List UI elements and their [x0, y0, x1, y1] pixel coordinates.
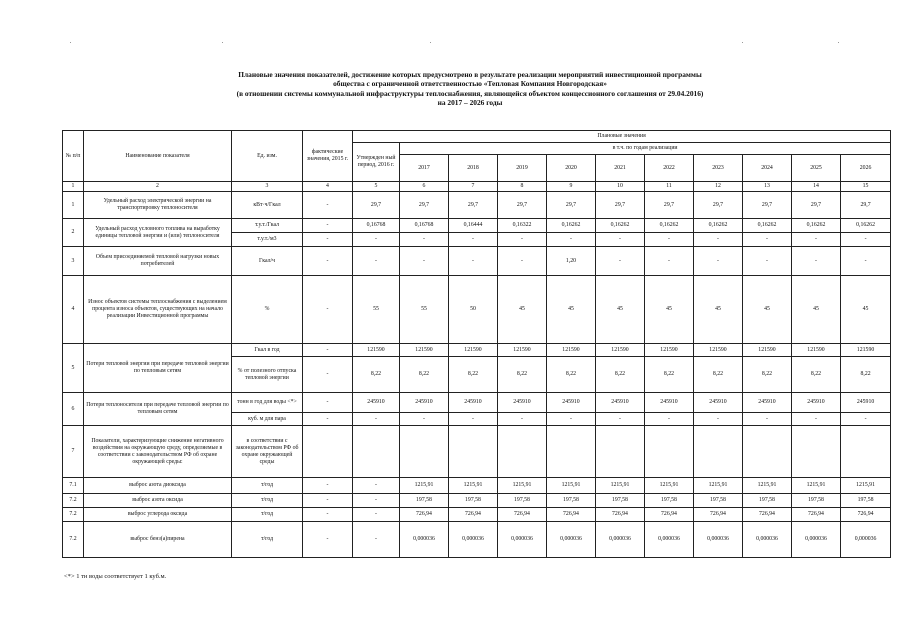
value-cell: - [743, 413, 792, 426]
row-fact: - [303, 192, 353, 219]
value-cell: - [400, 413, 449, 426]
table-row [63, 344, 891, 357]
value-cell: 29,7 [645, 192, 694, 219]
value-cell: 8,22 [841, 357, 891, 393]
value-cell: - [841, 413, 891, 426]
value-cell: - [841, 233, 891, 247]
header-fact: фактические значения, 2015 г. [303, 131, 353, 182]
value-cell: 0,16262 [841, 219, 891, 233]
value-cell: - [498, 413, 547, 426]
value-cell: - [645, 233, 694, 247]
value-cell: 0,000036 [743, 522, 792, 558]
value-cell: 197,58 [792, 494, 841, 508]
row-unit: т.у.т./Гкал [232, 219, 303, 233]
header-row-1 [63, 131, 891, 143]
colnum-cell: 9 [547, 182, 596, 192]
value-cell: 1215,91 [792, 478, 841, 494]
indicators-table [62, 130, 891, 558]
value-cell: 121590 [547, 344, 596, 357]
row-name: Удельный расход условного топлива на выработку единицы тепловой энергии и (или) теплоносителя [84, 219, 232, 247]
colnum-cell: 8 [498, 182, 547, 192]
value-cell: 245910 [596, 393, 645, 413]
value-cell: - [841, 247, 891, 276]
value-cell: - [449, 233, 498, 247]
value-cell: - [596, 413, 645, 426]
year-cell: 2024 [743, 155, 792, 182]
row-fact: - [303, 393, 353, 413]
year-cell: 2023 [694, 155, 743, 182]
value-cell: - [353, 522, 400, 558]
value-cell: 1215,91 [645, 478, 694, 494]
value-cell: 8,22 [792, 357, 841, 393]
value-cell: 197,58 [400, 494, 449, 508]
value-cell: 245910 [449, 393, 498, 413]
value-cell: 29,7 [694, 192, 743, 219]
value-cell: 0,000036 [449, 522, 498, 558]
header-num: № п/п [63, 131, 84, 182]
row-name: Показатели, характеризующие снижение негативного воздействия на окружающую среду, определяемые в соответствии с законодательством РФ об охране окружающей среды: [84, 426, 232, 478]
value-cell: 197,58 [841, 494, 891, 508]
value-cell: 45 [547, 276, 596, 344]
value-cell: 197,58 [498, 494, 547, 508]
value-cell: 1215,91 [743, 478, 792, 494]
value-cell: - [449, 413, 498, 426]
value-cell: 1215,91 [596, 478, 645, 494]
value-cell: 8,22 [547, 357, 596, 393]
value-cell: - [792, 233, 841, 247]
row-unit: тонн в год для воды <*> [232, 393, 303, 413]
table-row [63, 494, 891, 508]
value-cell: 55 [353, 276, 400, 344]
table-row [63, 508, 891, 522]
title-line-4: на 2017 – 2026 годы [437, 98, 503, 108]
colnum-cell: 2 [84, 182, 232, 192]
value-cell: 726,94 [743, 508, 792, 522]
value-cell: - [645, 413, 694, 426]
value-cell: 1,20 [547, 247, 596, 276]
colnum-cell: 1 [63, 182, 84, 192]
row-fact: - [303, 344, 353, 357]
value-cell: 29,7 [400, 192, 449, 219]
document-title [150, 70, 790, 108]
table-row [63, 426, 891, 478]
value-cell: 245910 [645, 393, 694, 413]
table-row [63, 276, 891, 344]
value-cell: 245910 [353, 393, 400, 413]
colnum-cell: 15 [841, 182, 891, 192]
value-cell: 0,000036 [645, 522, 694, 558]
value-cell: 121590 [596, 344, 645, 357]
value-cell: 29,7 [449, 192, 498, 219]
value-cell: 0,16262 [694, 219, 743, 233]
row-fact: - [303, 508, 353, 522]
value-cell: 245910 [694, 393, 743, 413]
title-line-2: общества с ограниченной ответственностью «Тепловая Компания Новгородская» [333, 79, 607, 89]
value-cell: 45 [792, 276, 841, 344]
value-cell: 121590 [449, 344, 498, 357]
row-unit: т/год [232, 508, 303, 522]
title-line-1: Плановые значения показателей, достижение которых предусмотрено в результате реализации мероприятий инвестиционной программы [238, 70, 702, 79]
value-cell: 245910 [547, 393, 596, 413]
row-unit: т.у.т./м3 [232, 233, 303, 247]
value-cell: 121590 [743, 344, 792, 357]
value-cell: 197,58 [694, 494, 743, 508]
value-cell: 29,7 [792, 192, 841, 219]
row-unit: % от полезного отпуска тепловой энергии [232, 357, 303, 393]
value-cell: 1215,91 [547, 478, 596, 494]
year-cell: 2019 [498, 155, 547, 182]
value-cell: - [792, 247, 841, 276]
colnum-cell: 6 [400, 182, 449, 192]
value-cell: 0,16262 [792, 219, 841, 233]
value-cell: 121590 [841, 344, 891, 357]
value-cell: 8,22 [400, 357, 449, 393]
row-num: 7.2 [63, 494, 84, 508]
row-fact: - [303, 357, 353, 393]
row-name: Удельный расход электрической энергии на транспортировку теплоносителя [84, 192, 232, 219]
value-cell: - [645, 247, 694, 276]
value-cell: 0,000036 [400, 522, 449, 558]
value-cell: 0,16768 [400, 219, 449, 233]
value-cell: - [694, 413, 743, 426]
value-cell: 0,16444 [449, 219, 498, 233]
row-num: 2 [63, 219, 84, 247]
colnum-cell: 5 [353, 182, 400, 192]
value-cell: 121590 [694, 344, 743, 357]
year-cell: 2026 [841, 155, 891, 182]
value-cell: - [400, 233, 449, 247]
year-cell: 2021 [596, 155, 645, 182]
value-cell: 0,16262 [743, 219, 792, 233]
value-cell: 726,94 [547, 508, 596, 522]
table-row [63, 393, 891, 413]
value-cell: 50 [449, 276, 498, 344]
value-cell: 45 [498, 276, 547, 344]
row-name: выброс бенз(а)пирена [84, 522, 232, 558]
value-cell: 8,22 [449, 357, 498, 393]
value-cell: 245910 [841, 393, 891, 413]
row-num: 7.2 [63, 508, 84, 522]
row-fact: - [303, 478, 353, 494]
value-cell: 121590 [645, 344, 694, 357]
year-cell: 2018 [449, 155, 498, 182]
row-num: 7.2 [63, 522, 84, 558]
value-cell: 45 [645, 276, 694, 344]
value-cell: 55 [400, 276, 449, 344]
header-approved: Утвержден ный период, 2016 г. [353, 143, 400, 182]
colnum-cell: 13 [743, 182, 792, 192]
value-cell: 45 [694, 276, 743, 344]
value-cell: 45 [596, 276, 645, 344]
title-line-3: (в отношении системы коммунальной инфраструктуры теплоснабжения, являющейся объектом концессионного соглашения от 29.04.2016) [236, 88, 704, 98]
value-cell: 121590 [792, 344, 841, 357]
value-cell: 29,7 [841, 192, 891, 219]
colnum-cell: 11 [645, 182, 694, 192]
value-cell: 245910 [498, 393, 547, 413]
row-num: 1 [63, 192, 84, 219]
column-numbers-row [63, 182, 891, 192]
header-planned: Плановые значения [353, 131, 891, 143]
row-fact: - [303, 219, 353, 233]
row-fact: - [303, 276, 353, 344]
value-cell: 726,94 [792, 508, 841, 522]
value-cell: - [400, 247, 449, 276]
value-cell: 1215,91 [400, 478, 449, 494]
value-cell: 121590 [400, 344, 449, 357]
value-cell: 0,16262 [645, 219, 694, 233]
row-name: Потери теплоносителя при передаче тепловой энергии по тепловым сетям [84, 393, 232, 426]
table-row [63, 247, 891, 276]
row-fact: - [303, 247, 353, 276]
table-row [63, 192, 891, 219]
value-cell: 0,16768 [353, 219, 400, 233]
row-unit: т/год [232, 478, 303, 494]
row-unit: в соответствии с законодательством РФ об охране окружающей среды [232, 426, 303, 478]
value-cell: 0,000036 [694, 522, 743, 558]
value-cell: 726,94 [400, 508, 449, 522]
year-cell: 2017 [400, 155, 449, 182]
colnum-cell: 10 [596, 182, 645, 192]
row-num: 5 [63, 344, 84, 393]
value-cell: - [547, 233, 596, 247]
header-name: Наименование показателя [84, 131, 232, 182]
header-unit: Ед. изм. [232, 131, 303, 182]
value-cell: - [498, 247, 547, 276]
row-unit: т/год [232, 494, 303, 508]
value-cell: 45 [743, 276, 792, 344]
value-cell: 1215,91 [449, 478, 498, 494]
value-cell: - [596, 247, 645, 276]
value-cell: 197,58 [645, 494, 694, 508]
value-cell: 29,7 [353, 192, 400, 219]
value-cell: 0,000036 [596, 522, 645, 558]
value-cell: 0,16262 [547, 219, 596, 233]
table-row [63, 219, 891, 233]
row-unit: Гкал в год [232, 344, 303, 357]
value-cell: 726,94 [645, 508, 694, 522]
row-unit: % [232, 276, 303, 344]
row-unit: куб. м для пара [232, 413, 303, 426]
value-cell: 45 [841, 276, 891, 344]
row-name: Износ объектов системы теплоснабжения с выделением процента износа объектов, существующих на начало реализации Инвестиционной программы [84, 276, 232, 344]
colnum-cell: 7 [449, 182, 498, 192]
row-num: 3 [63, 247, 84, 276]
table-row [63, 522, 891, 558]
value-cell: 29,7 [596, 192, 645, 219]
value-cell: - [596, 233, 645, 247]
value-cell: 1215,91 [841, 478, 891, 494]
value-cell: - [353, 413, 400, 426]
table-row [63, 478, 891, 494]
value-cell: 0,000036 [498, 522, 547, 558]
value-cell: 0,16262 [596, 219, 645, 233]
row-num: 6 [63, 393, 84, 426]
value-cell: - [743, 247, 792, 276]
value-cell: - [743, 233, 792, 247]
value-cell: 8,22 [645, 357, 694, 393]
value-cell: 726,94 [498, 508, 547, 522]
row-fact: - [303, 233, 353, 247]
value-cell: 726,94 [449, 508, 498, 522]
value-cell: 8,22 [353, 357, 400, 393]
row-name: выброс углерода оксида [84, 508, 232, 522]
value-cell: 0,16322 [498, 219, 547, 233]
row-name: Потери тепловой энергии при передаче тепловой энергии по тепловым сетям [84, 344, 232, 393]
value-cell: 1215,91 [498, 478, 547, 494]
value-cell: 197,58 [449, 494, 498, 508]
row-unit: т/год [232, 522, 303, 558]
colnum-cell: 4 [303, 182, 353, 192]
value-cell: 0,000036 [547, 522, 596, 558]
row-name: выброс азота диоксида [84, 478, 232, 494]
colnum-cell: 12 [694, 182, 743, 192]
row-num: 7 [63, 426, 84, 478]
row-num: 7.1 [63, 478, 84, 494]
value-cell: - [547, 413, 596, 426]
value-cell: 0,000036 [792, 522, 841, 558]
row-unit: кВт·ч/Гкал [232, 192, 303, 219]
value-cell: - [694, 233, 743, 247]
value-cell: - [498, 233, 547, 247]
colnum-cell: 3 [232, 182, 303, 192]
value-cell: 245910 [792, 393, 841, 413]
value-cell: 1215,91 [694, 478, 743, 494]
header-byyears: в т.ч. по годам реализации [400, 143, 891, 155]
value-cell: 197,58 [547, 494, 596, 508]
row-name: Объем присоединяемой тепловой нагрузки новых потребителей [84, 247, 232, 276]
value-cell: 29,7 [498, 192, 547, 219]
year-cell: 2022 [645, 155, 694, 182]
row-unit: Гкал/ч [232, 247, 303, 276]
row-fact: - [303, 522, 353, 558]
value-cell: 726,94 [694, 508, 743, 522]
value-cell: 121590 [498, 344, 547, 357]
row-name: выброс азота оксида [84, 494, 232, 508]
value-cell: 8,22 [498, 357, 547, 393]
value-cell: - [353, 494, 400, 508]
value-cell: 8,22 [694, 357, 743, 393]
year-cell: 2025 [792, 155, 841, 182]
colnum-cell: 14 [792, 182, 841, 192]
value-cell: 197,58 [596, 494, 645, 508]
row-fact: - [303, 494, 353, 508]
value-cell: 29,7 [547, 192, 596, 219]
value-cell: - [694, 247, 743, 276]
value-cell: - [353, 478, 400, 494]
value-cell: - [353, 508, 400, 522]
value-cell: 8,22 [743, 357, 792, 393]
value-cell: 121590 [353, 344, 400, 357]
value-cell: - [353, 247, 400, 276]
footnote: <*> 1 тн воды соответствует 1 куб.м. [64, 573, 167, 580]
value-cell: - [449, 247, 498, 276]
value-cell: 0,000036 [841, 522, 891, 558]
value-cell: 245910 [400, 393, 449, 413]
row-num: 4 [63, 276, 84, 344]
value-cell: 726,94 [841, 508, 891, 522]
value-cell: 8,22 [596, 357, 645, 393]
value-cell: 197,58 [743, 494, 792, 508]
year-cell: 2020 [547, 155, 596, 182]
value-cell: 245910 [743, 393, 792, 413]
value-cell: - [792, 413, 841, 426]
value-cell: 726,94 [596, 508, 645, 522]
value-cell: - [353, 233, 400, 247]
row-fact: - [303, 413, 353, 426]
value-cell: 29,7 [743, 192, 792, 219]
